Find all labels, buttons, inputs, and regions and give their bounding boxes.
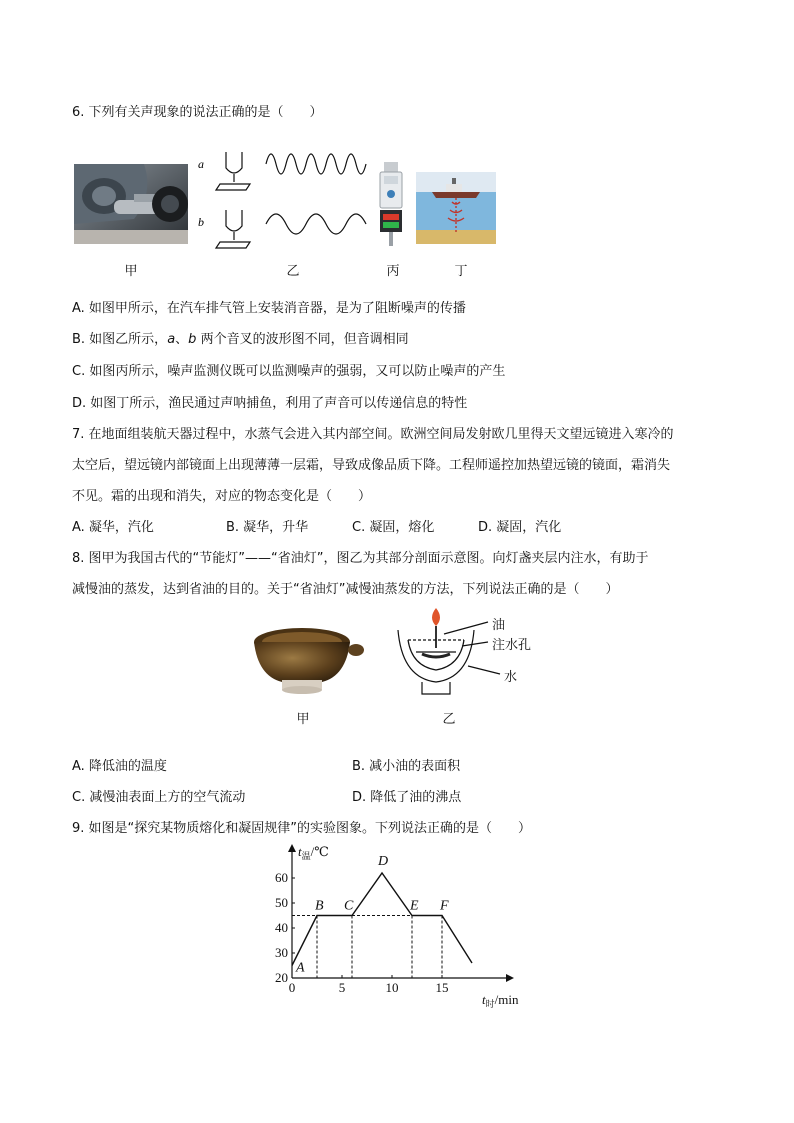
q7-option-b: B. 凝华，升华 xyxy=(226,520,309,535)
lamp-cross-section-diagram xyxy=(392,604,552,702)
fork-label-a: a xyxy=(198,157,204,171)
x-tick-label: 10 xyxy=(385,980,399,995)
point-label-E: E xyxy=(410,898,419,914)
q6-option-c: C. 如图丙所示，噪声监测仪既可以监测噪声的强弱，又可以防止噪声的产生 xyxy=(72,364,506,379)
y-tick-label: 50 xyxy=(275,895,288,910)
q6-caption-ding: 丁 xyxy=(454,264,468,279)
q7-option-a: A. 凝华，汽化 xyxy=(72,520,154,535)
label-water-inlet: 注水孔 xyxy=(492,638,532,653)
label-water: 水 xyxy=(504,670,518,685)
tuning-fork-waves-figure xyxy=(196,138,368,258)
y-tick-label: 60 xyxy=(275,870,288,885)
label-oil: 油 xyxy=(492,618,506,633)
point-label-C: C xyxy=(344,898,354,914)
y-tick-label: 30 xyxy=(275,945,288,960)
q6-option-a: A. 如图甲所示，在汽车排气管上安装消音器，是为了阻断噪声的传播 xyxy=(72,301,466,316)
q7-option-c: C. 凝固，熔化 xyxy=(352,520,435,535)
q6-option-b: B. 如图乙所示，a、b 两个音叉的波形图不同，但音调相同 xyxy=(72,332,409,347)
x-tick-label: 15 xyxy=(435,980,449,995)
x-axis-label: $t_时/\min$ xyxy=(482,992,519,1009)
q7-option-d: D. 凝固，汽化 xyxy=(478,520,562,535)
q8-option-d: D. 降低了油的沸点 xyxy=(352,790,462,805)
x-axis-arrow xyxy=(506,974,514,982)
y-tick-label: 20 xyxy=(275,970,288,985)
q8-option-b: B. 减小油的表面积 xyxy=(352,759,461,774)
car-exhaust-photo xyxy=(74,164,188,244)
q6-caption-yi: 乙 xyxy=(286,264,300,279)
q6-option-d: D. 如图丁所示，渔民通过声呐捕鱼，利用了声音可以传递信息的特性 xyxy=(72,396,468,411)
q6-caption-jia: 甲 xyxy=(124,264,138,279)
point-label-F: F xyxy=(440,898,449,914)
sonar-boat-figure xyxy=(416,172,496,244)
melting-curve-chart xyxy=(270,840,540,1010)
q6-caption-bing: 丙 xyxy=(386,264,400,279)
x-tick-label: 0 xyxy=(288,980,296,995)
point-label-D: D xyxy=(378,854,389,869)
q8-caption-yi: 乙 xyxy=(442,712,456,727)
chart-svg xyxy=(270,840,540,1010)
q6-stem: 6. 下列有关声现象的说法正确的是（ ） xyxy=(72,105,323,120)
point-label-A: A xyxy=(296,960,305,976)
temperature-curve xyxy=(292,873,472,966)
oil-lamp-photo xyxy=(252,624,364,696)
q8-stem-line1: 8. 图甲为我国古代的“节能灯”——“省油灯”，图乙为其部分剖面示意图。向灯盏夹层内注水，有助于 xyxy=(72,551,649,566)
noise-monitor-photo xyxy=(374,160,410,246)
x-tick-label: 5 xyxy=(338,980,346,995)
q8-stem-line2: 减慢油的蒸发，达到省油的目的。关于“省油灯”减慢油蒸发的方法，下列说法正确的是（ ） xyxy=(72,582,619,597)
q7-stem-line2: 太空后，望远镜内部镜面上出现薄薄一层霜，导致成像品质下降。工程师遥控加热望远镜的镜面，霜消失 xyxy=(72,458,671,473)
q8-option-a: A. 降低油的温度 xyxy=(72,759,167,774)
fork-label-b: b xyxy=(198,215,204,229)
point-label-B: B xyxy=(315,898,324,914)
q7-stem-line1: 7. 在地面组装航天器过程中，水蒸气会进入其内部空间。欧洲空间局发射欧几里得天文望远镜进入寒冷的 xyxy=(72,427,674,442)
q7-stem-line3: 不见。霜的出现和消失，对应的物态变化是（ ） xyxy=(72,489,372,504)
y-axis-label: $t_温/℃$ xyxy=(298,844,329,861)
q8-option-c: C. 减慢油表面上方的空气流动 xyxy=(72,790,246,805)
y-axis-arrow xyxy=(288,844,296,852)
q8-caption-jia: 甲 xyxy=(296,712,310,727)
y-tick-label: 40 xyxy=(275,920,288,935)
q9-stem: 9. 如图是“探究某物质熔化和凝固规律”的实验图象。下列说法正确的是（ ） xyxy=(72,821,532,836)
